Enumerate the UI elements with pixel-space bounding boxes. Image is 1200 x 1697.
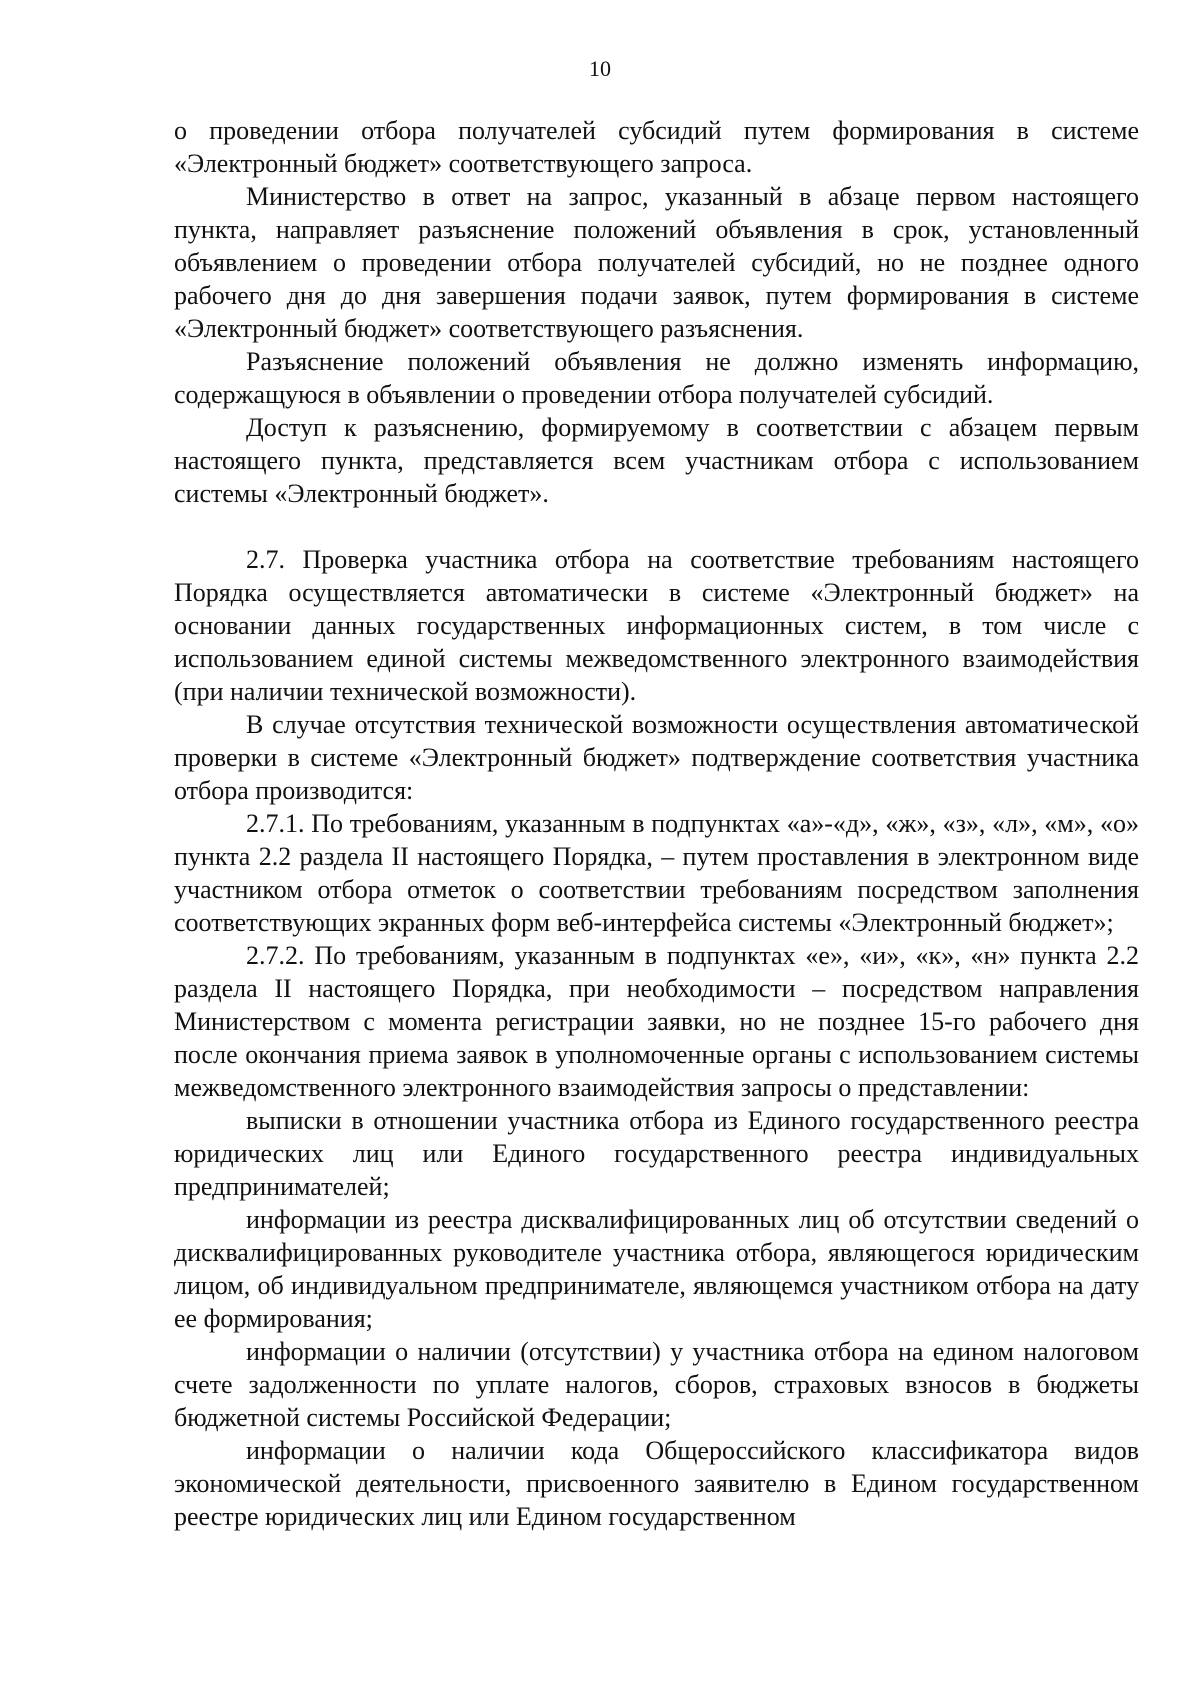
paragraph-list-item: выписки в отношении участника отбора из Единого государственного реестра юридических лиц или Единого государственного реестра индивидуальных предпринимателей;: [174, 1106, 1139, 1201]
paragraph-subsection-2-7-1: 2.7.1. По требованиям, указанным в подпунктах «а»-«д», «ж», «з», «л», «м», «о» пункта 2.2 раздела II настоящего Порядка, – путем проставления в электронном виде участником отбора отметок о соответствии требованиям посредством заполнения соответствующих экранных форм веб-интерфейса системы «Электронный бюджет»;: [174, 809, 1139, 937]
paragraph-list-item: информации из реестра дисквалифицированных лиц об отсутствии сведений о дисквалифицированных руководителе участника отбора, являющегося юридическим лицом, об индивидуальном предпринимателе, являющемся участником отбора на дату ее формирования;: [174, 1205, 1139, 1333]
paragraph: В случае отсутствия технической возможности осуществления автоматической проверки в системе «Электронный бюджет» подтверждение соответствия участника отбора производится:: [174, 710, 1139, 805]
paragraph-list-item: информации о наличии кода Общероссийского классификатора видов экономической деятельности, присвоенного заявителю в Едином государственном реестре юридических лиц или Едином государственном: [174, 1436, 1139, 1531]
paragraph: Разъяснение положений объявления не должно изменять информацию, содержащуюся в объявлении о проведении отбора получателей субсидий.: [174, 347, 1139, 409]
paragraph-list-item: информации о наличии (отсутствии) у участника отбора на едином налоговом счете задолженности по уплате налогов, сборов, страховых взносов в бюджеты бюджетной системы Российской Федерации;: [174, 1337, 1139, 1432]
page-number: 10: [589, 56, 611, 81]
paragraph: Министерство в ответ на запрос, указанный в абзаце первом настоящего пункта, направляет разъяснение положений объявления в срок, установленный объявлением о проведении отбора получателей субсидий, но не позднее одного рабочего дня до дня завершения подачи заявок, путем формирования в системе «Электронный бюджет» соответствующего разъяснения.: [174, 182, 1139, 343]
paragraph-section-2-7: 2.7. Проверка участника отбора на соответствие требованиям настоящего Порядка осуществляется автоматически в системе «Электронный бюджет» на основании данных государственных информационных систем, в том числе с использованием единой системы межведомственного электронного взаимодействия (при наличии технической возможности).: [174, 545, 1139, 706]
document-body: [174, 114, 1139, 1533]
paragraph-continuation: о проведении отбора получателей субсидий путем формирования в системе «Электронный бюджет» соответствующего запроса.: [174, 116, 1139, 178]
paragraph-subsection-2-7-2: 2.7.2. По требованиям, указанным в подпунктах «е», «и», «к», «н» пункта 2.2 раздела II настоящего Порядка, при необходимости – посредством направления Министерством с момента регистрации заявки, но не позднее 15-го рабочего дня после окончания приема заявок в уполномоченные органы с использованием системы межведомственного электронного взаимодействия запросы о представлении:: [174, 941, 1139, 1102]
paragraph: Доступ к разъяснению, формируемому в соответствии с абзацем первым настоящего пункта, представляется всем участникам отбора с использованием системы «Электронный бюджет».: [174, 413, 1139, 508]
